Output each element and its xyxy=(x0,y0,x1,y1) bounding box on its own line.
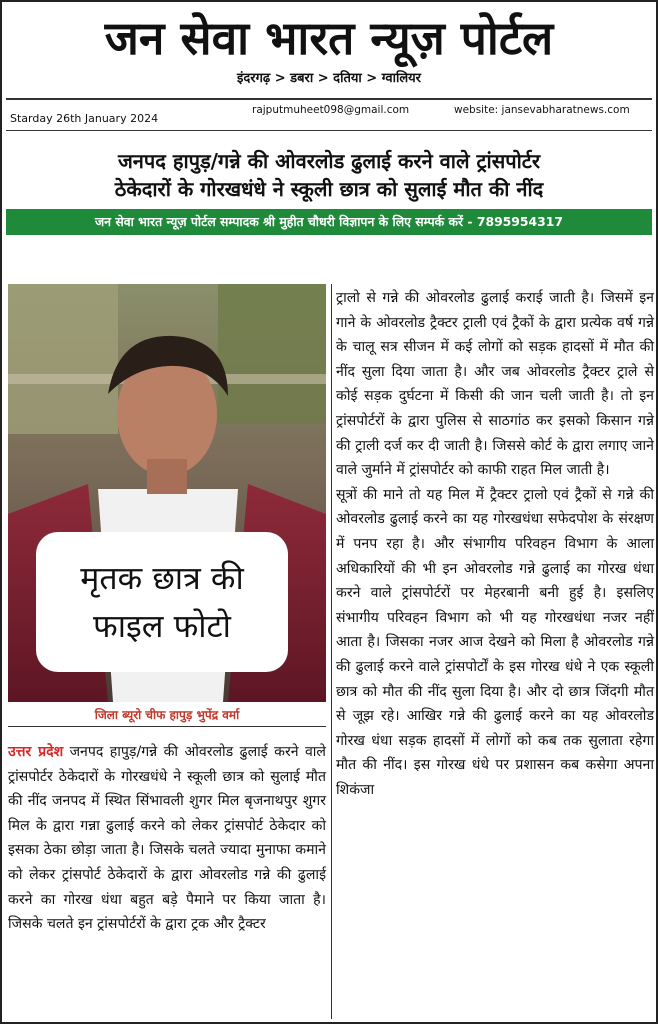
meta-bar xyxy=(2,100,656,128)
route-line: इंदरगढ़ > डबरा > दतिया > ग्वालियर xyxy=(236,71,421,86)
editor-contact-banner: जन सेवा भारत न्यूज़ पोर्टल सम्पादक श्री मुहीत चौधरी विज्ञापन के लिए सम्पर्क करें - 7895954317 xyxy=(6,209,652,235)
website-link: website: jansevabharatnews.com xyxy=(454,104,630,116)
issue-date: Starday 26th January 2024 xyxy=(10,112,159,125)
article-right-column xyxy=(336,286,654,802)
contact-email: rajputmuheet098@gmail.com xyxy=(252,104,410,116)
article-left-column xyxy=(8,740,326,937)
headline xyxy=(2,147,656,203)
meta-rule xyxy=(6,130,652,131)
dateline: उत्तर प्रदेश xyxy=(8,744,64,760)
photo-caption-line-2: फाइल फोटो xyxy=(93,607,231,645)
newspaper-title: जन सेवा भारत न्यूज़ पोर्टल xyxy=(104,11,554,65)
masthead xyxy=(2,2,656,88)
headline-line-1: जनपद हापुड़/गन्ने की ओवरलोड ढुलाई करने वाले ट्रांसपोर्टर xyxy=(117,149,541,173)
headline-line-2: ठेकेदारों के गोरखधंधे ने स्कूली छात्र को सुलाई मौत की नींद xyxy=(114,177,544,201)
photo-caption-box xyxy=(36,532,288,672)
reporter-credit: जिला ब्यूरो चीफ हापुड़ भुपेंद्र वर्मा xyxy=(94,708,240,722)
article-paragraph: सूत्रों की माने तो यह मिल में ट्रैक्टर ट्रालो एवं ट्रैकों से गन्ने की ओवरलोड ढुलाई करने का यह गोरखधंधा सफेदपोश के संरक्षण में पनप रहा है। और संभागीय परिवहन विभाग के आला अधिकारियों की भी इन ओवरलोड गन्ने ढुलाई का गोरख धंधा करने वाले ट्रांसपोर्टरों पर मेहरबानी बनी हुई है। इसलिए संभागीय परिवहन विभाग को भी यह गोरखधंधा नजर नहीं आता है। जिसका नजर आज देखने को मिला है ओवरलोड गन्ने की ढुलाई करने वाले ट्रांसपोर्टों के इस गोरख धंधे ने एक स्कूली छात्र को मौत की नींद सुला दिया है। और दो छात्र जिंदगी मौत से जूझ रहे। आखिर गन्ने की ढुलाई करने का यह ओवरलोड गोरख धंधा सड़क हादसों में लोगों को कब तक सुलाता रहेगा मौत की नींद। इस गोरख धंधे पर प्रशासन कब कसेगा अपना शिकंजा xyxy=(336,486,654,798)
article-paragraph: ट्रालो से गन्ने की ओवरलोड ढुलाई कराई जाती है। जिसमें इन गाने के ओवरलोड ट्रैक्टर ट्राली एवं ट्रैकों के द्वारा प्रत्येक वर्ष गन्ने के चालू सत्र सीजन में कई लोगों को सड़क हादसों में मौत की नींद सुला दिया जाता है। और जब ओवरलोड ट्रैक्टर ट्राले से कोई सड़क दुर्घटना में किसी की जान चली जाती है। तो इन ट्रांसपोर्टरों के द्वारा पुलिस से साठगांठ कर इसको किसान गन्ने की ट्राली दर्ज कर दी जाती है। जिससे कोर्ट के द्वारा लगाए जाने वाले जुर्माने में ट्रांसपोर्टर को काफी राहत मिल जाती है। xyxy=(336,290,654,479)
article-paragraph xyxy=(8,740,326,937)
student-photo xyxy=(8,284,326,702)
credit-rule xyxy=(8,726,326,727)
column-divider xyxy=(331,284,332,1019)
photo-caption-line-1: मृतक छात्र की xyxy=(80,559,244,597)
article-body-text: जनपद हापुड़/गन्ने की ओवरलोड ढुलाई करने वाले ट्रांसपोर्टर ठेकेदारों के गोरखधंधे ने स्कूली छात्र को सुलाई मौत की नींद जनपद में स्थित सिंभावली शुगर मिल बृजनाथपुर शुगर मिल के द्वारा गन्ना ढुलाई करने को लेकर ट्रांसपोर्ट ठेकेदार को इसका ठेका छोड़ा जाता है। जिसके चलते ज्यादा मुनाफा कमाने को लेकर ट्रांसपोर्ट ठेकेदारों के द्वारा ओवरलोड गन्ने की ढुलाई करने का गोरख धंधा बहुत बड़े पैमाने पर किया जाता है। जिसके चलते इन ट्रांसपोर्टरों के द्वारा ट्रक और ट्रैक्टर xyxy=(8,744,326,933)
